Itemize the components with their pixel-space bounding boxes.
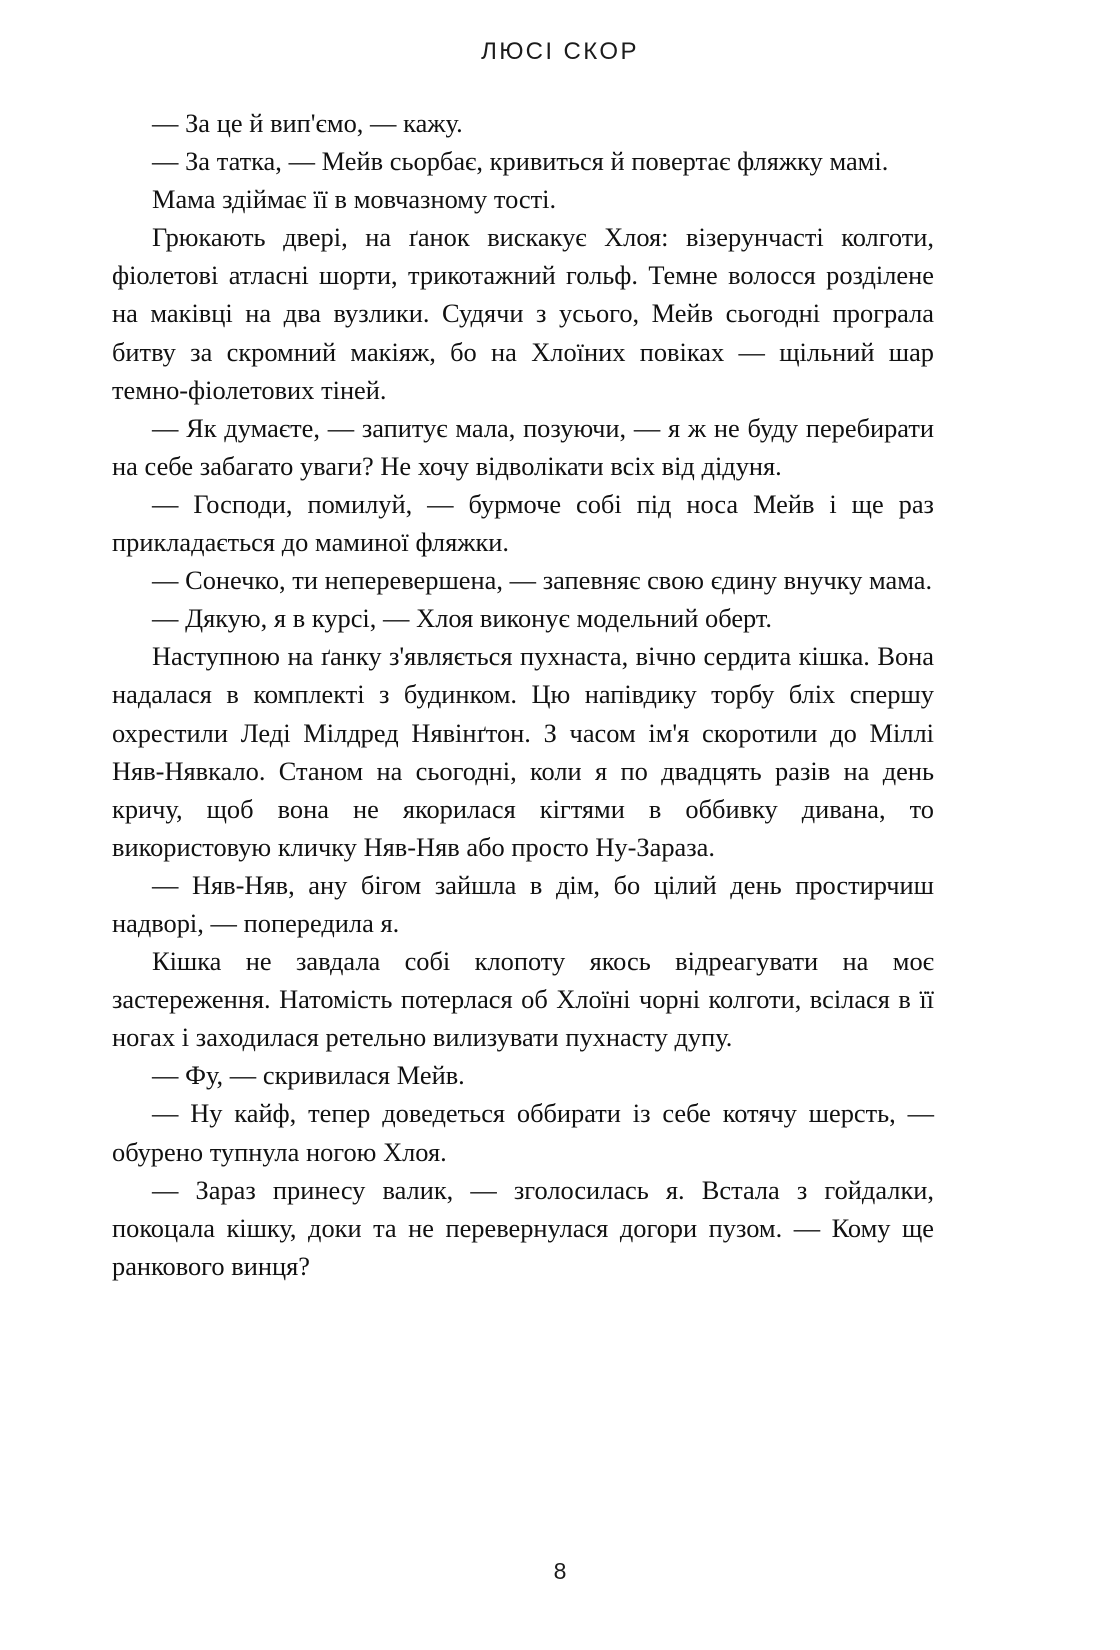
body-text bbox=[112, 104, 934, 1285]
paragraph: — Дякую, я в курсі, — Хлоя виконує модельний оберт. bbox=[152, 603, 773, 634]
paragraph: Кішка не завдала собі клопоту якось відреагувати на моє застереження. Натомість потерлася об Хлоїні чорні колготи, всілася в її ногах і заходилася ретельно вилизувати пухнасту дупу. bbox=[112, 946, 934, 1053]
page-number: 8 bbox=[553, 1558, 567, 1584]
paragraph: — Няв-Няв, ану бігом зайшла в дім, бо цілий день простирчиш надворі, — попередила я. bbox=[112, 869, 934, 938]
paragraph: Наступною на ґанку з'являється пухнаста, вічно сердита кішка. Вона надалася в комплекті з будинком. Цю напівдику торбу бліх спершу охрестили Леді Мілдред Нявінґтон. З часом ім'я скоротили до Міллі Няв-Нявкало. Станом на сьогодні, коли я по двадцять разів на день кричу, щоб вона не якорилася кігтями в оббивку дивана, то використовую кличку Няв-Няв або просто Ну-Зараза. bbox=[112, 641, 934, 862]
paragraph: — Фу, — скривилася Мейв. bbox=[152, 1060, 465, 1091]
running-head: ЛЮСІ СКОР bbox=[481, 38, 639, 65]
paragraph: — Ну кайф, тепер доведеться оббирати із себе котячу шерсть, — обурено тупнула ногою Хлоя. bbox=[112, 1098, 934, 1167]
paragraph: — Сонечко, ти неперевершена, — запевняє свою єдину внучку мама. bbox=[152, 565, 933, 596]
paragraph: Грюкають двері, на ґанок вискакує Хлоя: візерунчасті колготи, фіолетові атласні шорти, трикотажний гольф. Темне волосся розділене на маківці на два вузлики. Судячи з усього, Мейв сьогодні програла битву за скромний макіяж, бо на Хлоїних повіках — щільний шар темно-фіолетових тіней. bbox=[112, 222, 934, 405]
paragraph: — Господи, помилуй, — бурмоче собі під носа Мейв і ще раз прикладається до маминої фляжки. bbox=[112, 488, 934, 558]
paragraph: — За це й вип'ємо, — кажу. bbox=[152, 108, 463, 138]
paragraph: — Зараз принесу валик, — зголосилась я. Встала з гойдалки, покоцала кішку, доки та не перевернулася догори пузом. — Кому ще ранкового винця? bbox=[112, 1174, 934, 1281]
paragraph: — За татка, — Мейв сьорбає, кривиться й повертає фляжку мамі. bbox=[152, 146, 889, 177]
paragraph: — Як думаєте, — запитує мала, позуючи, — я ж не буду перебирати на себе забагато уваги? Не хочу відволікати всіх від дідуня. bbox=[112, 412, 934, 481]
paragraph: Мама здіймає її в мовчазному тості. bbox=[152, 184, 557, 215]
